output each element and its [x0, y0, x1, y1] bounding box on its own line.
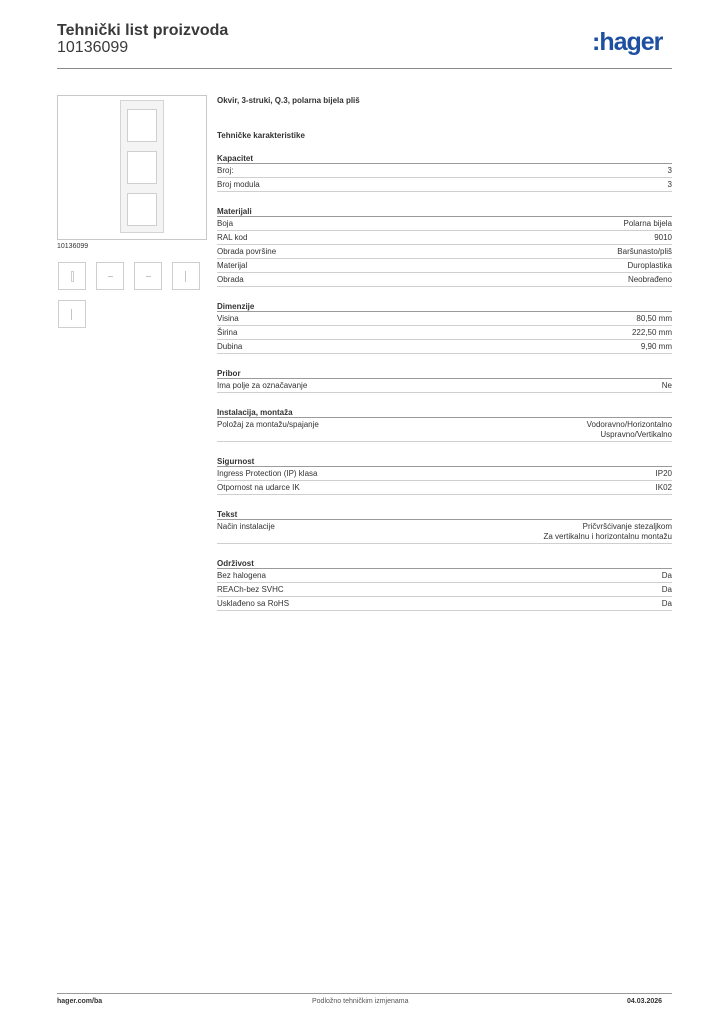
spec-value-line: Da [661, 599, 672, 608]
spec-section [217, 301, 672, 354]
spec-row [217, 481, 672, 495]
spec-row [217, 569, 672, 583]
spec-label: Otpornost na udarce IK [217, 483, 300, 492]
spec-value-line: Vodoravno/Horizontalno [586, 420, 672, 429]
spec-label: Broj: [217, 166, 234, 175]
frame-illustration [120, 100, 164, 233]
thumbnail-top[interactable] [96, 262, 124, 290]
spec-label: Visina [217, 314, 239, 323]
spec-row [217, 164, 672, 178]
spec-value-line: Polarna bijela [623, 219, 672, 228]
spec-value-line: 80,50 mm [636, 314, 672, 323]
frame-icon [71, 271, 74, 282]
spec-value [624, 219, 672, 229]
spec-value-line: Neobrađeno [627, 275, 672, 284]
spec-row [217, 217, 672, 231]
frame-icon [146, 276, 151, 277]
spec-value-line: 222,50 mm [631, 328, 672, 337]
section-heading: Tehničke karakteristike [217, 131, 305, 140]
spec-row [217, 178, 672, 192]
page-title: Tehnički list proizvoda [57, 22, 229, 39]
spec-sections [217, 153, 672, 611]
spec-value-line: 3 [667, 180, 672, 189]
image-caption: 10136099 [57, 243, 89, 250]
spec-label: Način instalacije [217, 522, 275, 531]
spec-section [217, 206, 672, 287]
thumbnail-side-2[interactable] [58, 300, 86, 328]
spec-value [662, 599, 672, 609]
spec-value [668, 166, 672, 176]
spec-value-line: IP20 [655, 469, 672, 478]
product-name: Okvir, 3-struki, Q.3, polarna bijela pliš [217, 96, 360, 105]
spec-value-line: Duroplastika [627, 261, 672, 270]
product-image [57, 95, 207, 240]
spec-section [217, 407, 672, 442]
spec-label: REACh-bez SVHC [217, 585, 284, 594]
spec-row [217, 273, 672, 287]
spec-label: RAL kod [217, 233, 248, 242]
spec-value-line: IK02 [655, 483, 672, 492]
thumbnail-bottom[interactable] [134, 262, 162, 290]
spec-section [217, 456, 672, 495]
spec-value [668, 180, 672, 190]
spec-section [217, 558, 672, 611]
spec-row [217, 520, 672, 544]
spec-value-line: Da [661, 571, 672, 580]
footer-website-link[interactable]: hager.com/ba [57, 998, 103, 1005]
spec-label: Materijal [217, 261, 248, 270]
spec-row [217, 597, 672, 611]
footer-note: Podložno tehničkim izmjenama [312, 998, 409, 1005]
spec-label: Obrada površine [217, 247, 277, 256]
spec-section-title: Dimenzije [217, 301, 672, 312]
thumbnail-front[interactable] [58, 262, 86, 290]
header-divider [57, 68, 672, 69]
spec-value [662, 571, 672, 581]
spec-label: Dubina [217, 342, 243, 351]
spec-row [217, 379, 672, 393]
spec-section-title: Pribor [217, 368, 672, 379]
spec-value [662, 381, 672, 391]
spec-value-line: 9,90 mm [640, 342, 672, 351]
spec-section [217, 509, 672, 544]
thumbnail-side[interactable] [172, 262, 200, 290]
spec-value-line: Uspravno/Vertikalno [600, 430, 672, 439]
spec-value [628, 275, 672, 285]
frame-icon [108, 276, 113, 277]
spec-value [636, 314, 672, 324]
spec-label: Obrada [217, 275, 244, 284]
spec-row [217, 326, 672, 340]
spec-section-title: Tekst [217, 509, 672, 520]
spec-value-line: 3 [667, 166, 672, 175]
spec-section-title: Sigurnost [217, 456, 672, 467]
spec-row [217, 340, 672, 354]
spec-value [656, 469, 672, 479]
spec-value [617, 247, 672, 257]
spec-row [217, 259, 672, 273]
spec-value [543, 522, 672, 542]
spec-value [587, 420, 672, 440]
frame-opening [127, 193, 157, 226]
spec-row [217, 245, 672, 259]
spec-label: Boja [217, 219, 234, 228]
spec-value-line: Pričvršćivanje stezaljkom [582, 522, 672, 531]
spec-value [641, 342, 672, 352]
spec-value-line: 9010 [654, 233, 672, 242]
spec-section-title: Instalacija, montaža [217, 407, 672, 418]
spec-row [217, 583, 672, 597]
spec-row [217, 312, 672, 326]
spec-value [654, 233, 672, 243]
spec-label: Usklađeno sa RoHS [217, 599, 290, 608]
spec-value-line: Za vertikalnu i horizontalnu montažu [543, 532, 672, 541]
specification-table [217, 95, 672, 611]
spec-row [217, 467, 672, 481]
hager-logo: :hager [592, 28, 663, 56]
frame-opening [127, 151, 157, 184]
spec-label: Bez halogena [217, 571, 266, 580]
spec-row [217, 418, 672, 442]
spec-value-line: Da [661, 585, 672, 594]
frame-icon [71, 309, 72, 320]
spec-label: Ima polje za označavanje [217, 381, 308, 390]
footer-divider [57, 993, 672, 994]
spec-value [632, 328, 672, 338]
spec-label: Broj modula [217, 180, 260, 189]
spec-value-line: Ne [661, 381, 672, 390]
product-code: 10136099 [57, 39, 129, 56]
spec-value [656, 483, 672, 493]
spec-section-title: Kapacitet [217, 153, 672, 164]
spec-value-line: Baršunasto/pliš [617, 247, 672, 256]
spec-section [217, 153, 672, 192]
spec-section [217, 368, 672, 393]
spec-value [662, 585, 672, 595]
frame-icon [185, 271, 186, 282]
spec-label: Širina [217, 328, 238, 337]
spec-row [217, 231, 672, 245]
spec-label: Ingress Protection (IP) klasa [217, 469, 318, 478]
frame-opening [127, 109, 157, 142]
spec-section-title: Materijali [217, 206, 672, 217]
spec-section-title: Održivost [217, 558, 672, 569]
spec-value [628, 261, 672, 271]
spec-label: Položaj za montažu/spajanje [217, 420, 319, 429]
footer-date: 04.03.2026 [627, 998, 663, 1005]
